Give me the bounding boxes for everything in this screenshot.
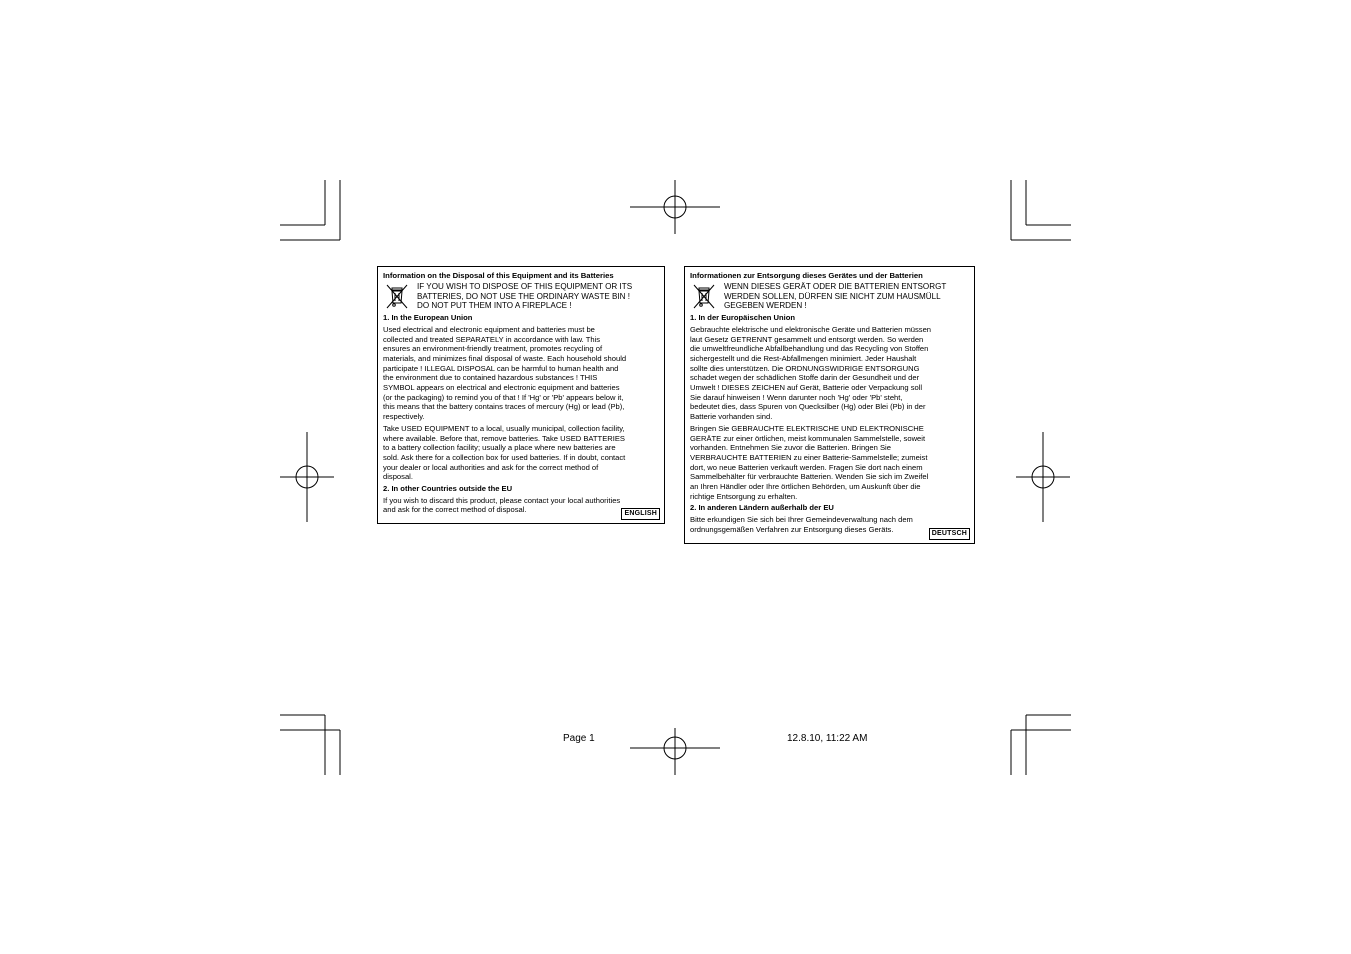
paragraph-eu-rules (383, 325, 659, 422)
text-line: respectively. (383, 412, 425, 422)
warning-line: WENN DIESES GERÄT ODER DIE BATTERIEN ENTSORGT (724, 281, 947, 291)
text-line: (or the packaging) to remind you of that ! If 'Hg' or 'Pb' appears below it, (383, 392, 624, 402)
text-line: Sie darauf hinweisen ! Wenn darunter noch 'Hg' oder 'Pb' steht, (690, 392, 903, 402)
crop-mark-bottom-right (1011, 715, 1071, 775)
text-line: schadet wegen der schädlichen Stoffe darin der Gesundheit und der (690, 373, 920, 383)
text-line: richtige Entsorgung zu erhalten. (690, 491, 798, 501)
text-line: the environment due to contained hazardous substances ! THIS (383, 373, 598, 383)
text-line: Batterie vorhanden sind. (690, 412, 773, 422)
crop-mark-bottom-left (280, 715, 340, 775)
text-line: dort, wo neue Batterien verkauft werden. Fragen Sie dort nach einem (690, 462, 923, 472)
panel-title: Information on the Disposal of this Equipment and its Batteries (383, 271, 614, 280)
warning-text (417, 282, 632, 311)
warning-block (383, 282, 659, 311)
text-line: materials, and minimizes final disposal of waste. Each household should (383, 353, 627, 363)
crossed-out-wheelie-bin-icon (693, 284, 715, 310)
text-line: GERÄTE zur einer örtlichen, meist kommunalen Sammelstelle, soweit (690, 433, 926, 443)
text-line: bedeutet dies, dass Spuren von Quecksilber (Hg) oder Blei (Pb) in der (690, 402, 926, 412)
text-line: Bitte erkundigen Sie sich bei Ihrer Gemeindeverwaltung nach dem (690, 515, 913, 525)
crosshair-registration-mark-icon (280, 432, 334, 522)
text-line: Take USED EQUIPMENT to a local, usually municipal, collection facility, (383, 423, 625, 433)
text-line: die umweltfreundliche Abfallbehandlung und das Recycling von Stoffen (690, 344, 929, 354)
text-line: sichergestellt und die Rest-Abfallmengen minimiert. Jeder Haushalt (690, 353, 917, 363)
panel-title: Informationen zur Entsorgung dieses Gerätes und der Batterien (690, 271, 923, 280)
text-line: SYMBOL appears on electrical and electronic equipment and batteries (383, 383, 620, 393)
text-line: sollte dies unterstützen. Die ORDNUNGSWIDRIGE ENTSORGUNG (690, 363, 920, 373)
disposal-info-panel-deutsch (684, 266, 975, 544)
text-line: ordnungsgemäßen Verfahren zur Entsorgung dieses Geräts. (690, 524, 894, 534)
section-heading-outside-eu: 2. In other Countries outside the EU (383, 484, 513, 494)
warning-block (690, 282, 969, 311)
text-line: and ask for the correct method of disposal. (383, 505, 527, 515)
text-line: Used electrical and electronic equipment and batteries must be (383, 324, 595, 334)
text-line: VERBRAUCHTE BATTERIEN zu einer Batterie-Sammelstelle; zumeist (690, 452, 928, 462)
warning-line: DO NOT PUT THEM INTO A FIREPLACE ! (417, 301, 572, 311)
section-heading-eu: 1. In the European Union (383, 313, 473, 323)
paragraph-outside-eu (690, 515, 969, 534)
paragraph-collection (690, 424, 969, 502)
text-line: Gebrauchte elektrische und elektronische Geräte und Batterien müssen (690, 324, 932, 334)
crosshair-registration-mark-icon (630, 728, 720, 775)
print-timestamp: 12.8.10, 11:22 AM (787, 733, 868, 744)
section-heading-outside-eu: 2. In anderen Ländern außerhalb der EU (690, 503, 834, 513)
text-line: Umwelt ! DIESES ZEICHEN auf Gerät, Batterie oder Verpackung soll (690, 383, 923, 393)
text-line: Bringen Sie GEBRAUCHTE ELEKTRISCHE UND ELEKTRONISCHE (690, 423, 924, 433)
text-line: If you wish to discard this product, please contact your local authorities (383, 495, 621, 505)
text-line: to a battery collection facility; usually a place where new batteries are (383, 443, 616, 453)
text-line: an Ihren Händler oder Ihre örtlichen Behörden, um Auskunft über die (690, 482, 921, 492)
text-line: Sammelbehälter für verbrauchte Batterien. Wenden Sie sich im Zweifel (690, 472, 929, 482)
crosshair-registration-mark-icon (1016, 432, 1070, 522)
page-number: Page 1 (563, 733, 595, 744)
warning-line: WERDEN SOLLEN, DÜRFEN SIE NICHT ZUM HAUSMÜLL (724, 291, 941, 301)
crosshair-registration-mark-icon (630, 180, 720, 234)
disposal-info-panel-english (377, 266, 665, 524)
text-line: your dealer or local authorities and ask for the correct method of (383, 462, 599, 472)
crop-mark-top-right (1011, 180, 1071, 240)
text-line: disposal. (383, 472, 413, 482)
warning-line: IF YOU WISH TO DISPOSE OF THIS EQUIPMENT OR ITS (417, 281, 633, 291)
text-line: collected and treated SEPARATELY in accordance with law. This (383, 334, 601, 344)
crop-mark-top-left (280, 180, 340, 240)
paragraph-eu-rules (690, 325, 969, 422)
text-line: sold. Ask there for a collection box for used batteries. If in doubt, contact (383, 452, 626, 462)
warning-line: BATTERIES, DO NOT USE THE ORDINARY WASTE BIN ! (417, 291, 631, 301)
paragraph-collection (383, 424, 659, 482)
text-line: vorhanden. Entnehmen Sie zuvor die Batterien. Bringen Sie (690, 443, 891, 453)
section-heading-eu: 1. In der Europäischen Union (690, 313, 796, 323)
text-line: where available. Before that, remove batteries. Take USED BATTERIES (383, 433, 625, 443)
text-line: ensures an environment-friendly treatment, promotes recycling of (383, 344, 603, 354)
warning-text (724, 282, 946, 311)
language-label: DEUTSCH (929, 528, 970, 540)
text-line: participate ! ILLEGAL DISPOSAL can be harmful to human health and (383, 363, 619, 373)
warning-line: GEGEBEN WERDEN ! (724, 301, 807, 311)
paragraph-outside-eu (383, 496, 659, 515)
text-line: laut Gesetz GETRENNT gesammelt und entsorgt werden. So werden (690, 334, 924, 344)
text-line: this means that the battery contains traces of mercury (Hg) or lead (Pb), (383, 402, 625, 412)
language-label: ENGLISH (621, 508, 660, 520)
crossed-out-wheelie-bin-icon (386, 284, 408, 310)
